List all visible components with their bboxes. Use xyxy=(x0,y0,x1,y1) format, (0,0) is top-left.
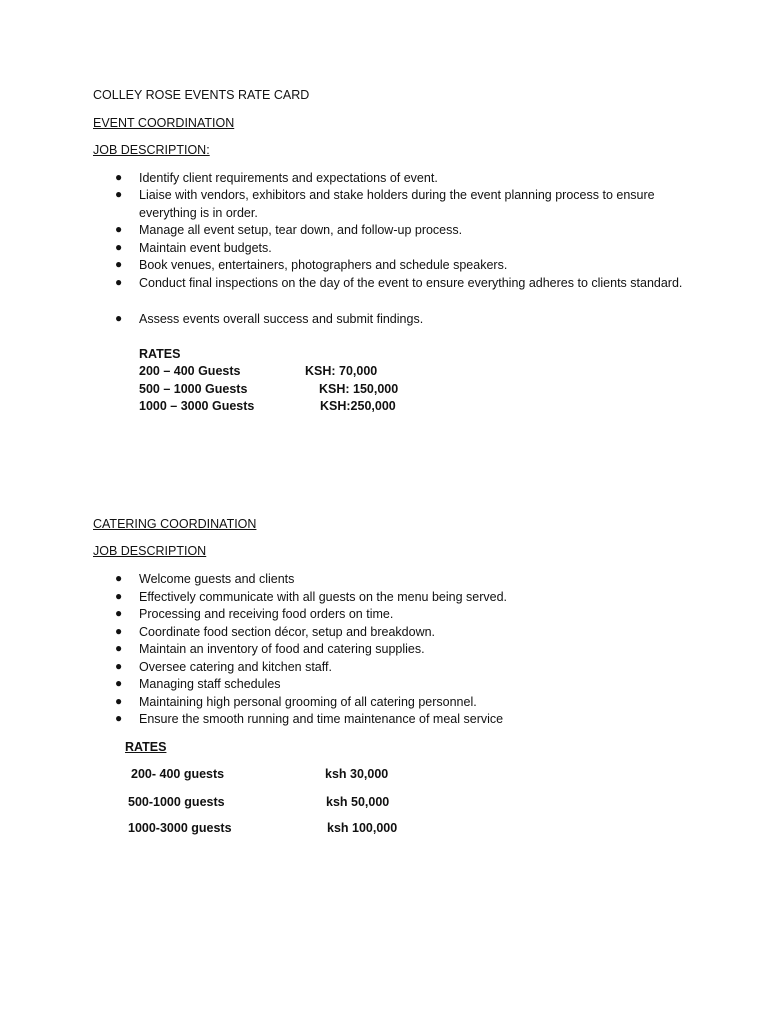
bullet-icon: ● xyxy=(115,589,123,603)
event-section-heading: EVENT COORDINATION xyxy=(93,116,235,130)
bullet-icon: ● xyxy=(115,694,123,708)
catering-rate-price: ksh 30,000 xyxy=(325,767,389,781)
catering-rates-label: RATES xyxy=(125,740,167,754)
bullet-icon: ● xyxy=(115,711,123,725)
bullet-icon: ● xyxy=(115,222,123,236)
bullet-icon: ● xyxy=(115,311,123,325)
document-page: COLLEY ROSE EVENTS RATE CARD EVENT COORDINATION JOB DESCRIPTION: ● Identify client requirements and expectations of event. ● Liaise with vendors, exhibitors and stake holders during the event planning process to ensure everything is in order. ● Manage all event setup, tear down, and follow-up process. ● Maintain event budgets. ● Book venues, entertainers, photographers and schedule speakers. ● Conduct final inspections on the day of the event to ensure everything adheres to clients standard. ● Assess events overall success and submit findings. RATES 200 – 400 Guests KSH: 70,000 500 – 1000 Guests KSH: 150,000 1000 – 3000 Guests KSH:250,000 CATERING COORDINATION JOB DESCRIPTION ● Welcome guests and clients ● Effectively communicate with all guests on the menu being served. ● Processing and receiving food orders on time. ● Coordinate food section décor, setup and breakdown. ● Maintain an inventory of food and catering supplies. ● Oversee catering and kitchen staff. ● Managing staff schedules ● Maintaining high personal grooming of all catering personnel. ● Ensure the smooth running and time maintenance of meal service RATES 200- 400 guests ksh 30,000 500-1000 guests ksh 50,000 1000-3000 guests ksh 100,000 xyxy=(93,88,683,835)
event-rates-label: RATES xyxy=(139,347,181,361)
catering-section-heading: CATERING COORDINATION xyxy=(93,517,257,531)
catering-rate-price: ksh 100,000 xyxy=(327,821,398,835)
bullet-icon: ● xyxy=(115,676,123,690)
event-rate-guests: 500 – 1000 Guests xyxy=(139,382,248,396)
catering-rate-guests: 500-1000 guests xyxy=(128,795,225,809)
bullet-icon: ● xyxy=(115,240,123,254)
catering-rate-guests: 1000-3000 guests xyxy=(128,821,232,835)
event-job-description-label: JOB DESCRIPTION: xyxy=(93,143,210,157)
bullet-icon: ● xyxy=(115,606,123,620)
bullet-icon: ● xyxy=(115,571,123,585)
document-title: COLLEY ROSE EVENTS RATE CARD xyxy=(93,88,310,102)
bullet-icon: ● xyxy=(115,275,123,289)
catering-rate-price: ksh 50,000 xyxy=(326,795,390,809)
event-rate-price: KSH:250,000 xyxy=(320,399,396,413)
bullet-icon: ● xyxy=(115,170,123,184)
event-rate-guests: 200 – 400 Guests xyxy=(139,364,241,378)
bullet-icon: ● xyxy=(115,659,123,673)
event-rate-price: KSH: 70,000 xyxy=(305,364,378,378)
catering-rate-guests: 200- 400 guests xyxy=(131,767,225,781)
event-rate-guests: 1000 – 3000 Guests xyxy=(139,399,255,413)
bullet-icon: ● xyxy=(115,257,123,271)
catering-job-description-label: JOB DESCRIPTION xyxy=(93,544,207,558)
bullet-icon: ● xyxy=(115,641,123,655)
bullet-icon: ● xyxy=(115,187,123,201)
event-rate-price: KSH: 150,000 xyxy=(319,382,399,396)
bullet-icon: ● xyxy=(115,624,123,638)
